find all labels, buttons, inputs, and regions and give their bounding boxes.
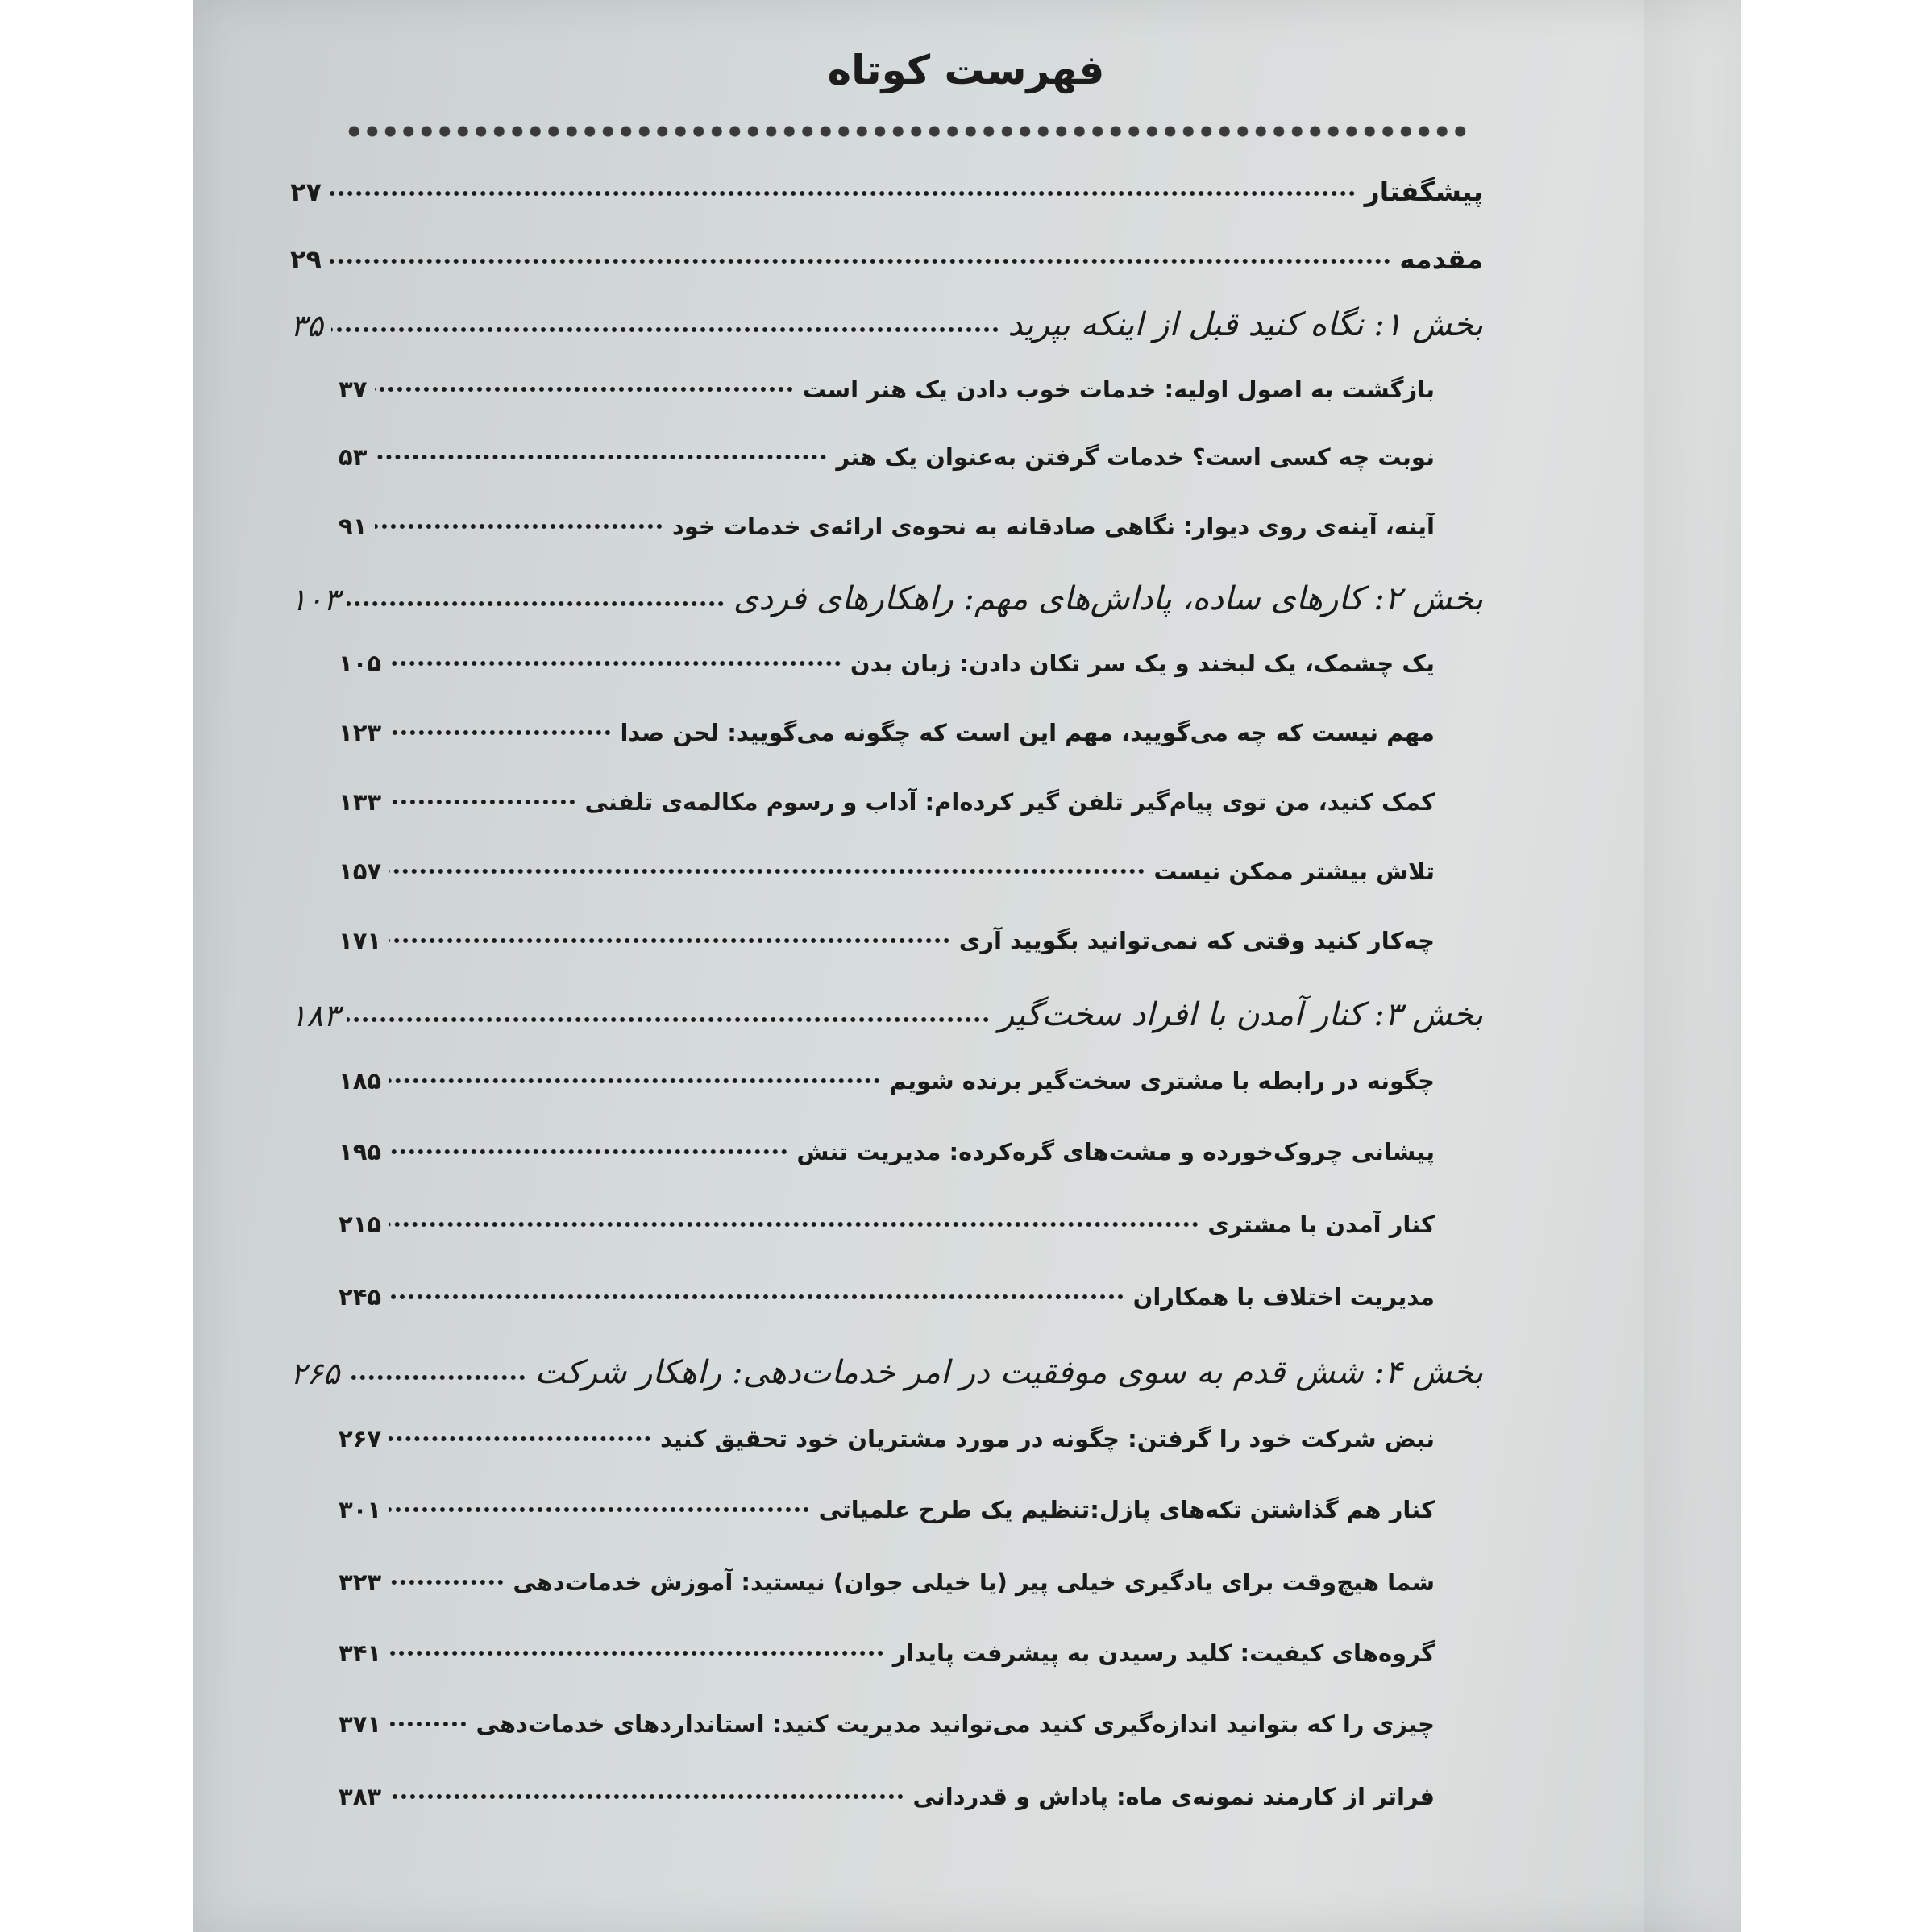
toc-entry	[339, 1067, 1435, 1095]
dot-leader	[331, 326, 1000, 334]
toc-entry	[339, 1211, 1435, 1238]
toc-entry-title: فراتر از کارمند نمونه‌ی ماه: پاداش و قدردانی	[912, 1783, 1435, 1810]
dot-leader	[389, 1793, 904, 1801]
toc-entry-title: پیشانی چروک‌خورده و مشت‌های گره‌کرده: مدیریت تنش	[796, 1138, 1435, 1165]
dot-leader	[330, 189, 1357, 197]
dot-leader	[389, 937, 951, 945]
toc-page-number: ۳۰۱	[339, 1496, 382, 1523]
toc-entry	[339, 1568, 1435, 1596]
toc-entry	[339, 1496, 1435, 1523]
toc-entry-title: آینه، آینه‌ی روی دیوار: نگاهی صادقانه به نحوه‌ی ارائه‌ی خدمات خود	[671, 513, 1435, 540]
toc-entry	[339, 788, 1435, 816]
toc-entry	[339, 1639, 1435, 1667]
toc-entry-title: گروه‌های کیفیت: کلید رسیدن به پیشرفت پایدار	[892, 1639, 1435, 1667]
toc-entry	[339, 1425, 1435, 1452]
toc-page-number: ۲۹	[290, 244, 322, 275]
toc-entry-title: چه‌کار کنید وقتی که نمی‌توانید بگویید آری	[958, 927, 1435, 954]
toc-entry	[339, 650, 1435, 677]
toc-page-number: ۳۸۳	[339, 1783, 382, 1810]
dot-leader	[375, 385, 794, 393]
dot-leader	[389, 867, 1145, 875]
toc-entry	[339, 719, 1435, 746]
dot-leader	[389, 1649, 885, 1657]
toc-entry-title: تلاش بیشتر ممکن نیست	[1153, 858, 1435, 885]
toc-page-number: ۲۶۵	[290, 1356, 340, 1391]
dot-leader	[389, 798, 576, 806]
toc-page-number: ۱۲۳	[339, 719, 382, 746]
dot-leader	[389, 1435, 652, 1443]
dot-leader	[389, 1720, 467, 1728]
toc-entry	[339, 513, 1435, 540]
toc-page-number: ۲۴۵	[339, 1283, 382, 1311]
dot-leader	[347, 600, 725, 608]
dot-leader	[389, 1220, 1199, 1228]
toc-entry-title: نوبت چه کسی است؟ خدمات گرفتن به‌عنوان یک هنر	[836, 443, 1435, 471]
toc-part-heading	[290, 996, 1483, 1033]
dot-leader	[330, 257, 1391, 265]
toc-entry-title: کنار آمدن با مشتری	[1207, 1211, 1435, 1238]
dot-leader	[389, 729, 612, 737]
toc-page-number: ۱۷۱	[339, 927, 382, 954]
dot-leader	[389, 1077, 881, 1085]
toc-page-number: ۳۲۳	[339, 1568, 382, 1596]
toc-entry-title: بخش ۳: کنار آمدن با افراد سخت‌گیر	[998, 996, 1483, 1033]
dot-leader	[347, 1373, 526, 1381]
toc-page-number: ۱۳۳	[339, 788, 382, 816]
toc-page-number: ۳۷	[339, 376, 368, 403]
toc-page-number: ۲۷	[290, 177, 322, 207]
toc-entry-title: پیشگفتار	[1364, 176, 1483, 207]
toc-page-number: ۳۵	[290, 308, 323, 343]
toc-entry	[339, 376, 1435, 403]
toc-entry	[339, 443, 1435, 471]
toc-page-number: ۹۱	[339, 513, 368, 540]
dotted-divider	[345, 123, 1469, 140]
toc-entry-title: کمک کنید، من توی پیام‌گیر تلفن گیر کرده‌ام: آداب و رسوم مکالمه‌ی تلفنی	[584, 788, 1435, 816]
toc-entry-title: بخش ۴: شش قدم به سوی موفقیت در امر خدمات‌دهی: راهکار شرکت	[534, 1354, 1483, 1391]
toc-page-number: ۱۸۵	[339, 1067, 382, 1095]
toc-page-number: ۲۱۵	[339, 1211, 382, 1238]
toc-entry-title: مدیریت اختلاف با همکاران	[1132, 1283, 1435, 1311]
toc-entry-title: چگونه در رابطه با مشتری سخت‌گیر برنده شویم	[889, 1067, 1435, 1095]
toc-entry-title: مقدمه	[1399, 243, 1483, 275]
toc-page-number: ۵۳	[339, 443, 368, 471]
toc-entry	[339, 1710, 1435, 1738]
dot-leader	[375, 522, 663, 530]
toc-entry	[290, 243, 1483, 275]
toc-page-number: ۳۷۱	[339, 1710, 382, 1738]
toc-entry-title: شما هیچ‌وقت برای یادگیری خیلی پیر (یا خیلی جوان) نیستید: آموزش خدمات‌دهی	[513, 1568, 1435, 1596]
toc-entry	[339, 1283, 1435, 1311]
toc-entry-title: یک چشمک، یک لبخند و یک سر تکان دادن: زبان بدن	[850, 650, 1435, 677]
toc-entry-title: بخش ۲: کارهای ساده، پاداش‌های مهم: راهکارهای فردی	[733, 580, 1483, 617]
toc-entry-title: کنار هم گذاشتن تکه‌های پازل:تنظیم یک طرح علمیاتی	[818, 1496, 1435, 1523]
toc-entry-title: بخش ۱: نگاه کنید قبل از اینکه بپرید	[1008, 306, 1483, 343]
toc-entry-title: مهم نیست که چه می‌گویید، مهم این است که چگونه می‌گویید: لحن صدا	[620, 719, 1435, 746]
toc-page-number: ۱۸۳	[290, 998, 340, 1033]
page-title: فهرست کوتاه	[827, 47, 1105, 93]
toc-part-heading	[290, 306, 1483, 343]
toc-entry	[339, 927, 1435, 954]
toc-entry	[339, 1783, 1435, 1810]
toc-page-number: ۲۶۷	[339, 1425, 382, 1452]
toc-page-number: ۱۰۳	[290, 582, 340, 617]
dot-leader	[347, 1016, 991, 1024]
toc-page-number: ۳۴۱	[339, 1639, 382, 1667]
toc-part-heading	[290, 1354, 1483, 1391]
toc-page-number: ۱۵۷	[339, 858, 382, 885]
toc-part-heading	[290, 580, 1483, 617]
toc-entry	[339, 1138, 1435, 1165]
dot-leader	[389, 659, 842, 667]
page-edge-shadow	[1644, 0, 1741, 1932]
dot-leader	[375, 453, 828, 461]
toc-entry	[339, 858, 1435, 885]
toc-entry-title: چیزی را که بتوانید اندازه‌گیری کنید می‌توانید مدیریت کنید: استانداردهای خدمات‌دهی	[476, 1710, 1435, 1738]
toc-entry	[290, 176, 1483, 207]
dot-leader	[389, 1148, 788, 1156]
toc-page-number: ۱۹۵	[339, 1138, 382, 1165]
toc-page-number: ۱۰۵	[339, 650, 382, 677]
dot-leader	[389, 1578, 505, 1586]
dot-leader	[389, 1293, 1125, 1301]
toc-entry-title: نبض شرکت خود را گرفتن: چگونه در مورد مشتریان خود تحقیق کنید	[660, 1425, 1435, 1452]
dot-leader	[389, 1506, 810, 1514]
toc-entry-title: بازگشت به اصول اولیه: خدمات خوب دادن یک هنر است	[802, 376, 1435, 403]
